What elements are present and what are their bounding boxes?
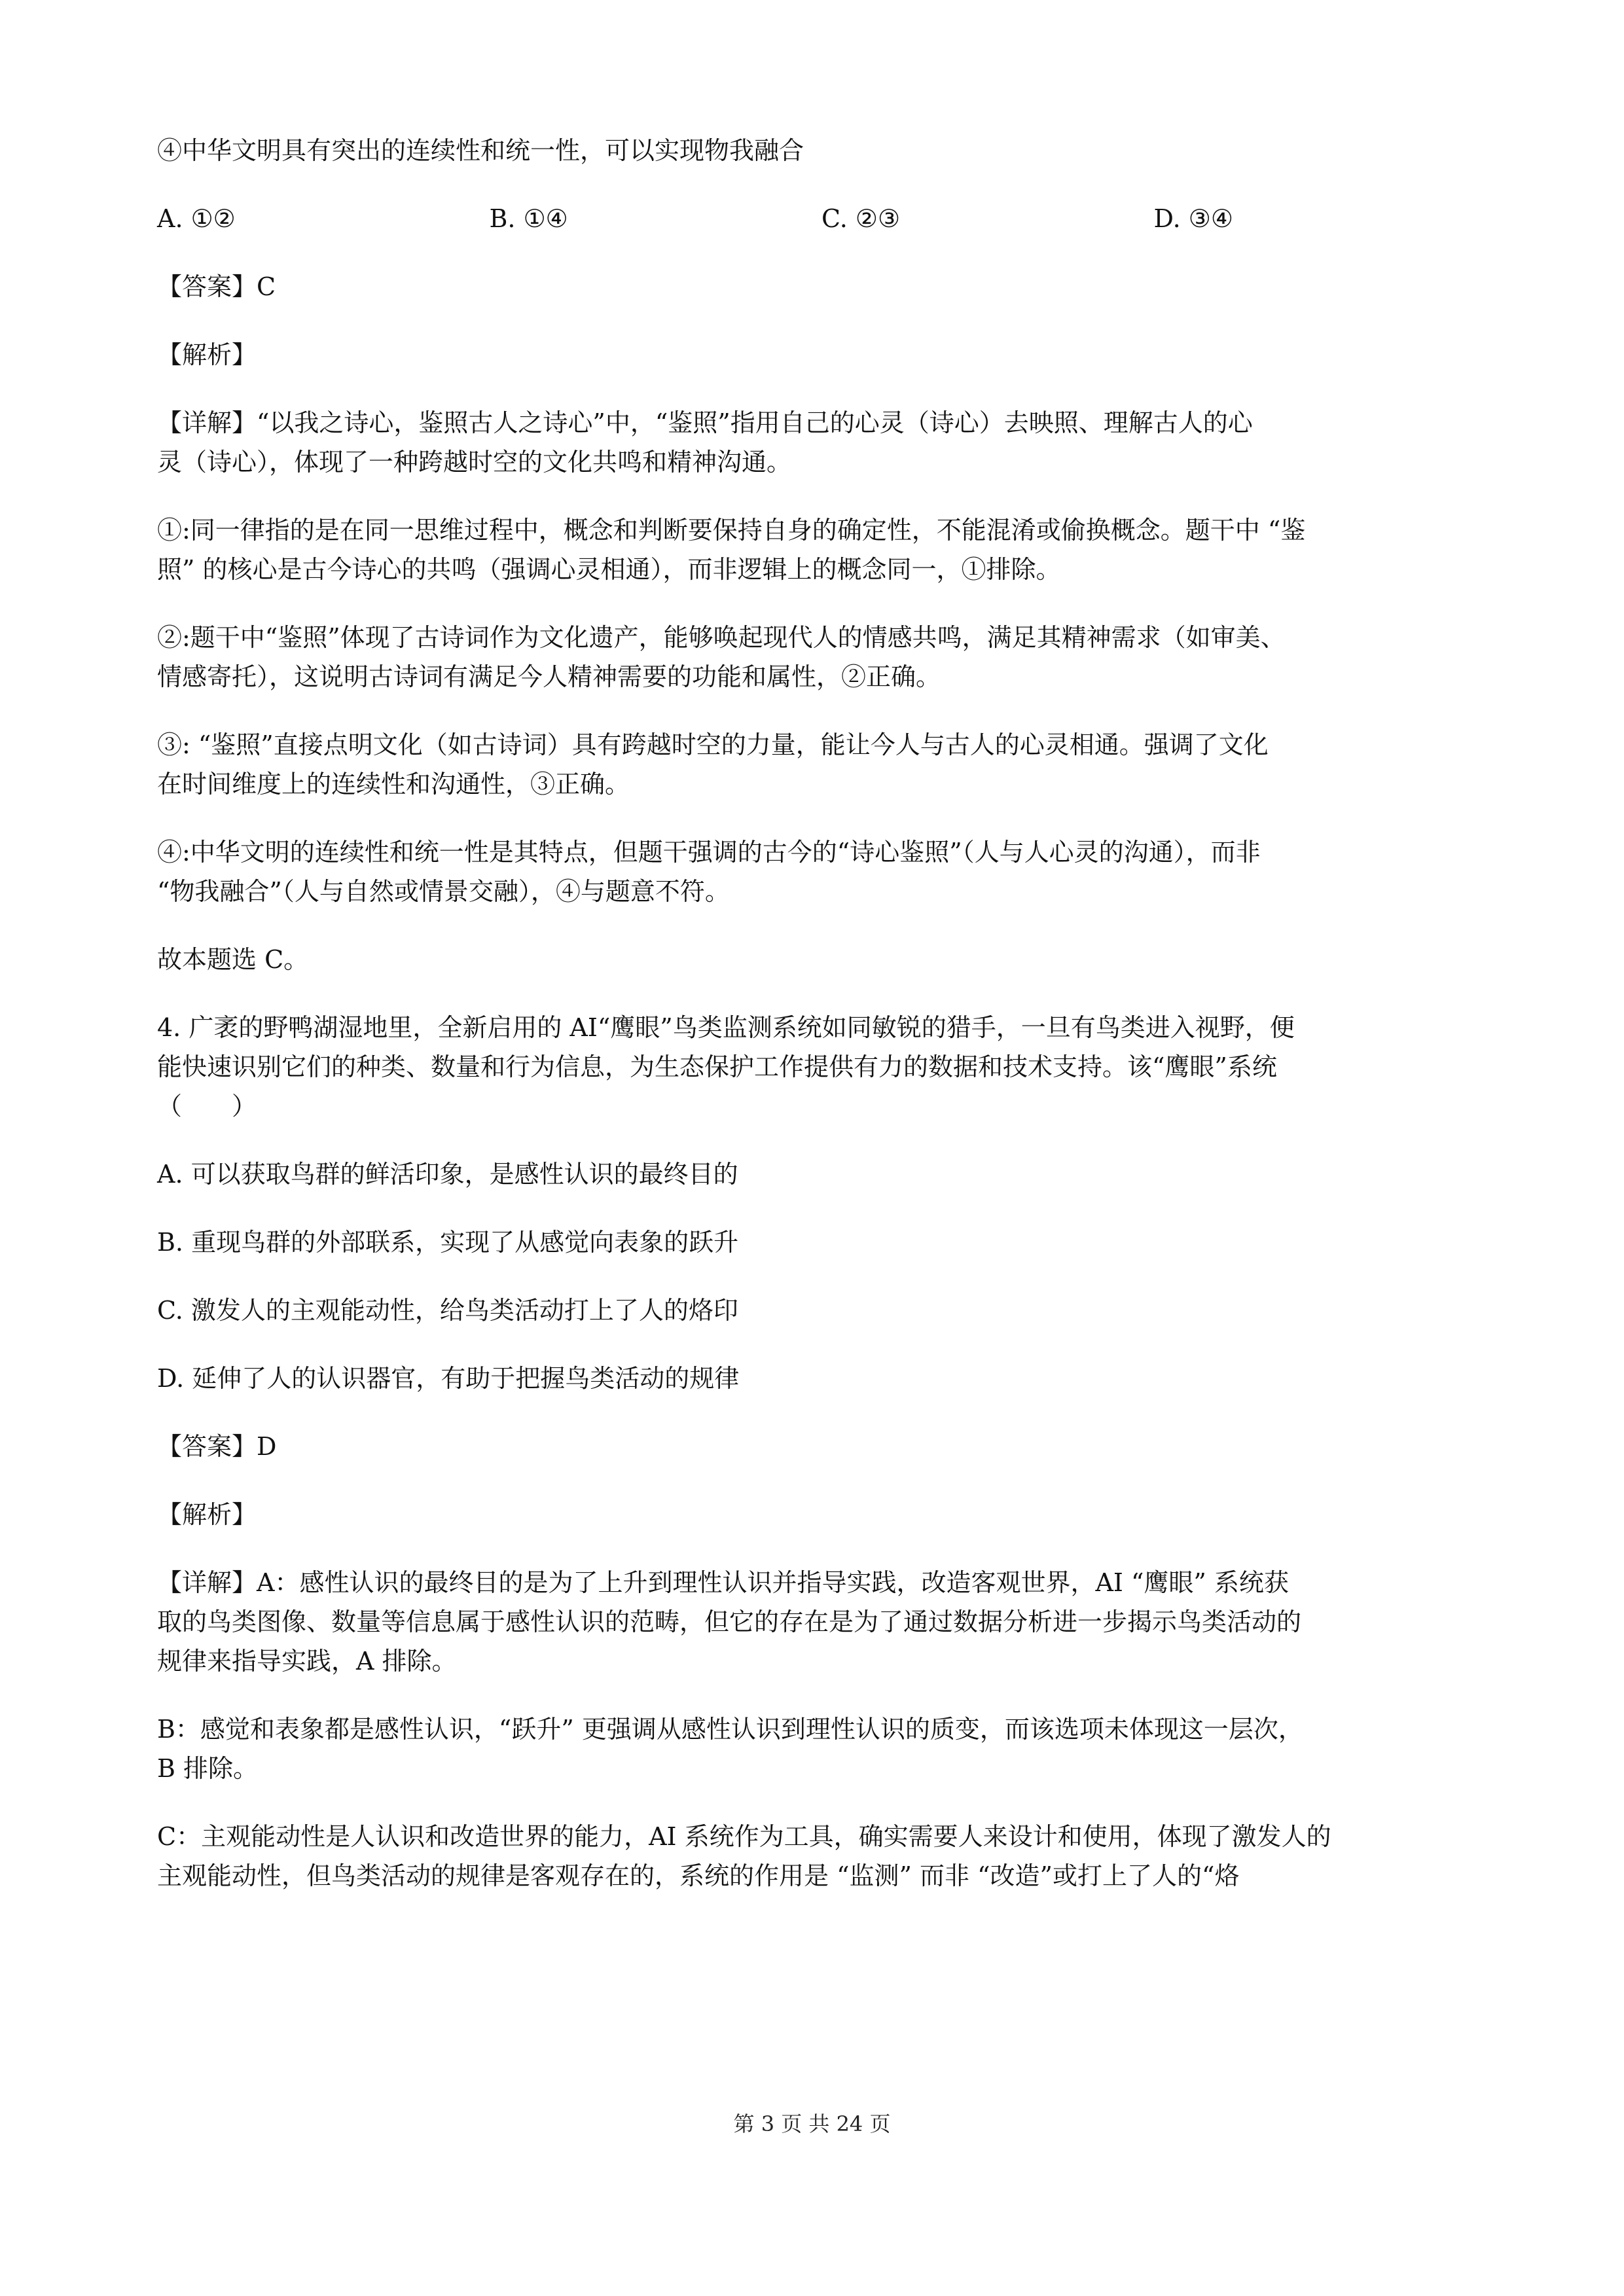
q3-point-1-line: ①:同一律指的是在同一思维过程中，概念和判断要保持自身的确定性，不能混淆或偷换概念。题干中 “鉴 [157, 516, 1306, 545]
q3-point-4-line: “物我融合”（人与自然或情景交融），④与题意不符。 [157, 877, 730, 906]
q4-detail-a-line: 【详解】A：感性认识的最终目的是为了上升到理性认识并指导实践，改造客观世界，AI “鹰眼” 系统获 [157, 1568, 1289, 1597]
q4-detail-b-line: B 排除。 [157, 1754, 259, 1783]
q3-point-4 [157, 833, 1486, 911]
q3-answer: 【答案】C [157, 272, 276, 301]
q3-detail [157, 403, 1486, 482]
q4-stem-line: 能快速识别它们的种类、数量和行为信息，为生态保护工作提供有力的数据和技术支持。该“鹰眼”系统 [157, 1052, 1277, 1081]
q3-point-3-line: 在时间维度上的连续性和沟通性，③正确。 [157, 770, 630, 798]
q4-detail-c-line: 主观能动性，但鸟类活动的规律是客观存在的，系统的作用是 “监测” 而非 “改造”或打上了人的“烙 [157, 1861, 1240, 1890]
q4-stem [157, 1008, 1486, 1126]
q4-stem-line: （ ） [157, 1092, 257, 1121]
q4-answer: 【答案】D [157, 1432, 277, 1461]
q3-point-3 [157, 725, 1486, 804]
q4-option-d: D. 延伸了人的认识器官，有助于把握鸟类活动的规律 [157, 1364, 740, 1393]
choice-a: A. ①② [157, 204, 236, 233]
q4-option-b: B. 重现鸟群的外部联系，实现了从感觉向表象的跃升 [157, 1228, 739, 1257]
q3-detail-line: 【详解】“以我之诗心，鉴照古人之诗心”中，“鉴照”指用自己的心灵（诗心）去映照、理解古人的心 [157, 408, 1253, 437]
q4-detail-a [157, 1563, 1486, 1681]
q4-stem-line: 4. 广袤的野鸭湖湿地里，全新启用的 AI“鹰眼”鸟类监测系统如同敏锐的猎手，一旦有鸟类进入视野，便 [157, 1013, 1295, 1042]
q3-point-2-line: ②:题干中“鉴照”体现了古诗词作为文化遗产，能够唤起现代人的情感共鸣，满足其精神需求（如审美、 [157, 623, 1286, 652]
q4-detail-b-line: B：感觉和表象都是感性认识，“跃升” 更强调从感性认识到理性认识的质变，而该选项未体现这一层次， [157, 1715, 1303, 1744]
q4-analysis-heading: 【解析】 [157, 1500, 257, 1529]
q4-detail-a-line: 规律来指导实践，A 排除。 [157, 1647, 457, 1676]
q3-detail-line: 灵（诗心），体现了一种跨越时空的文化共鸣和精神沟通。 [157, 448, 792, 476]
option-statement-4: ④中华文明具有突出的连续性和统一性，可以实现物我融合 [157, 136, 804, 165]
q4-detail-c-line: C：主观能动性是人认识和改造世界的能力，AI 系统作为工具，确实需要人来设计和使用，体现了激发人的 [157, 1822, 1331, 1851]
q3-point-3-line: ③: “鉴照”直接点明文化（如古诗词）具有跨越时空的力量，能让今人与古人的心灵相通。强调了文化 [157, 730, 1269, 759]
page-footer: 第 3 页 共 24 页 [733, 2111, 891, 2136]
q3-point-4-line: ④:中华文明的连续性和统一性是其特点，但题干强调的古今的“诗心鉴照”（人与人心灵的沟通），而非 [157, 838, 1261, 867]
page-content [157, 131, 1486, 1895]
q4-detail-c [157, 1817, 1486, 1895]
choice-c: C. ②③ [821, 204, 901, 233]
choice-b: B. ①④ [489, 204, 568, 233]
q4-option-c: C. 激发人的主观能动性，给鸟类活动打上了人的烙印 [157, 1296, 738, 1325]
q3-point-1 [157, 511, 1486, 589]
q3-conclusion: 故本题选 C。 [157, 945, 309, 974]
q3-point-2 [157, 618, 1486, 696]
choice-d: D. ③④ [1153, 204, 1233, 233]
q3-analysis-heading: 【解析】 [157, 340, 257, 369]
choice-row [157, 199, 1486, 238]
q4-detail-a-line: 取的鸟类图像、数量等信息属于感性认识的范畴，但它的存在是为了通过数据分析进一步揭示鸟类活动的 [157, 1607, 1302, 1636]
q4-detail-b [157, 1710, 1486, 1788]
q3-point-1-line: 照” 的核心是古今诗心的共鸣（强调心灵相通），而非逻辑上的概念同一，①排除。 [157, 555, 1061, 584]
q4-option-a: A. 可以获取鸟群的鲜活印象，是感性认识的最终目的 [157, 1160, 738, 1189]
q3-point-2-line: 情感寄托），这说明古诗词有满足今人精神需要的功能和属性，②正确。 [157, 662, 941, 691]
